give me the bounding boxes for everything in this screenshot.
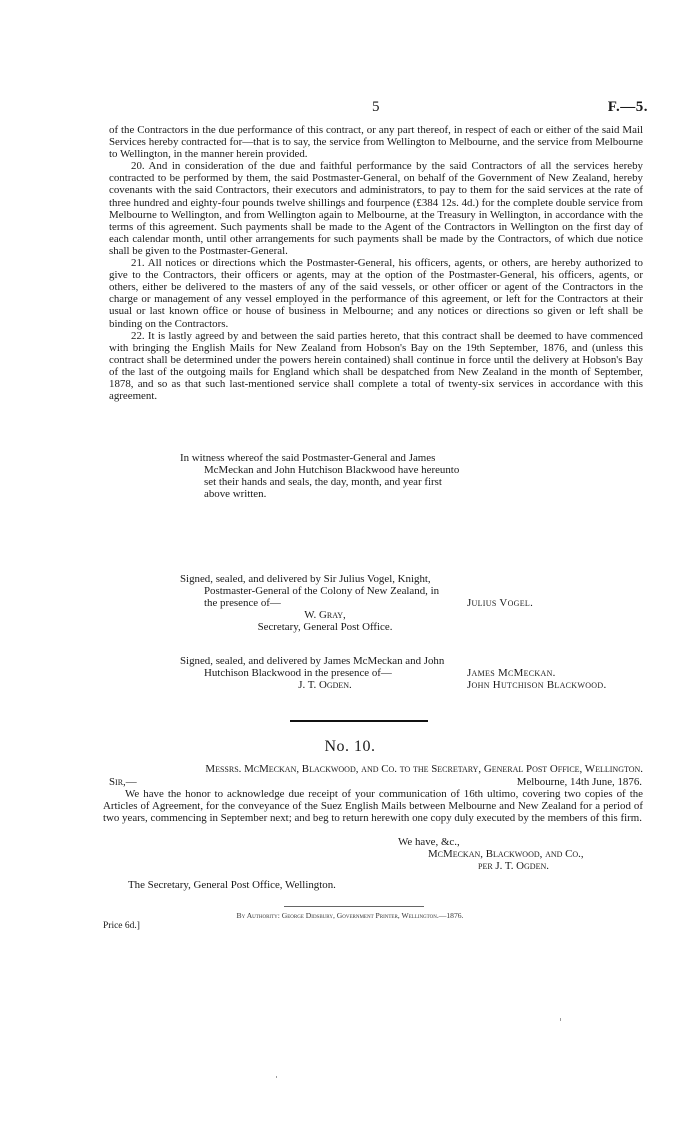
price: Price 6d.] [103, 921, 140, 931]
contract-clauses [109, 124, 643, 402]
signatory-blackwood: John Hutchison Blackwood. [467, 679, 607, 691]
letter-heading: Messrs. McMeckan, Blackwood, and Co. to the Secretary, General Post Office, Wellington. [205, 763, 643, 775]
signature-block-vogel [180, 573, 450, 633]
signature-1-witness-name: W. Gray, [304, 609, 346, 622]
closing-phrase: We have, &c., [398, 836, 460, 848]
page-number: 5 [372, 99, 380, 115]
signature-2-text: Signed, sealed, and delivered by James McMeckan and John Hutchison Blackwood in the presence of— [180, 655, 445, 680]
signature-1-witness-title: Secretary, General Post Office. [257, 621, 393, 634]
section-divider [290, 720, 428, 722]
witness-clause [180, 452, 470, 500]
signature-2-witness-name: J. T. Ogden. [298, 679, 352, 692]
clause-20: 20. And in consideration of the due and faithful performance by the said Contractors of all the services hereby contracted to be performed by them, the said Postmaster-General, on behalf of the Government of New Zealand, hereby covenants with the said Contractors, their executors and administrators, to pay to them for the said services at the rate of three hundred and eighty-four pounds twelve shillings and fourpence (£384 12s. 4d.) for the complete double service from Melbourne to Wellington, and from Wellington again to Melbourne, at the Treasury in Wellington, in accordance with the terms of this agreement. Such payments shall be made to the Agent of the Contractors in Wellington on the first day of each calendar month, until other arrangements for such payments shall be made by the Contractors, of which due notice shall be given to the Postmaster-General. [109, 160, 643, 257]
letter-paragraph: We have the honor to acknowledge due receipt of your communication of 16th ultimo, covering two copies of the Articles of Agreement, for the conveyance of the Suez English Mails between Melbourne and New Zealand for a period of two years, commencing in September next; and beg to return herewith one copy duly executed by the members of this firm. [103, 788, 643, 825]
clause-continued: of the Contractors in the due performance of this contract, or any part thereof, in respect of each or either of the said Mail Services hereby contracted for—that is to say, the service from Wellington to Melbourne, and the service from Melbourne to Wellington, in the manner herein provided. [109, 124, 643, 161]
closing-firm: McMeckan, Blackwood, and Co., [428, 848, 584, 860]
witness-text: In witness whereof the said Postmaster-General and James McMeckan and John Hutchison Blackwood have hereunto set their hands and seals, the day, month, and year first above written. [180, 452, 460, 501]
signatory-vogel: Julius Vogel. [467, 597, 534, 609]
salutation: Sir,— [109, 776, 137, 788]
scan-speck [276, 1076, 277, 1078]
signature-block-mcmeckan [180, 655, 450, 691]
closing-per: per J. T. Ogden. [478, 860, 549, 872]
page-reference: F.—5. [607, 99, 648, 115]
place-date: Melbourne, 14th June, 1876. [516, 776, 642, 788]
letter-number: No. 10. [324, 738, 376, 755]
clause-21: 21. All notices or directions which the Postmaster-General, his officers, agents, or others, are hereby authorized to give to the Contractors, their officers or agents, may at the option of the Postmaster-General, his officers, agents, or others, either be delivered to the masters of any of the said vessels, or other officer or agent of the Contractors in the charge or management of any vessel employed in the performance of this agreement, or left for the Contractors at their usual or last known office or house of business in Melbourne; and any notices or directions so given or left shall be binding on the Contractors. [109, 257, 643, 330]
scan-speck [560, 1018, 561, 1021]
printer-imprint: By Authority: George Didsbury, Government Printer, Wellington.—1876. [236, 911, 464, 920]
signature-1-text: Signed, sealed, and delivered by Sir Julius Vogel, Knight, Postmaster-General of the Colony of New Zealand, in the presence of— [180, 573, 440, 610]
addressee: The Secretary, General Post Office, Wellington. [128, 879, 336, 891]
letter-body [103, 788, 643, 824]
clause-22: 22. It is lastly agreed by and between the said parties hereto, that this contract shall be deemed to have commenced with bringing the English Mails for New Zealand from Hobson's Bay on the 19th September, 1876, and (unless this contract shall be determined under the powers herein contained) shall continue in force until the delivery at Hobson's Bay of the last of the outgoing mails for England which shall be despatched from New Zealand in the month of September, 1878, and so as that such last-mentioned service shall complete a total of twenty-six services in accordance with this agreement. [109, 329, 643, 403]
signatory-mcmeckan: James McMeckan. [467, 667, 556, 679]
footer-divider [284, 906, 424, 907]
